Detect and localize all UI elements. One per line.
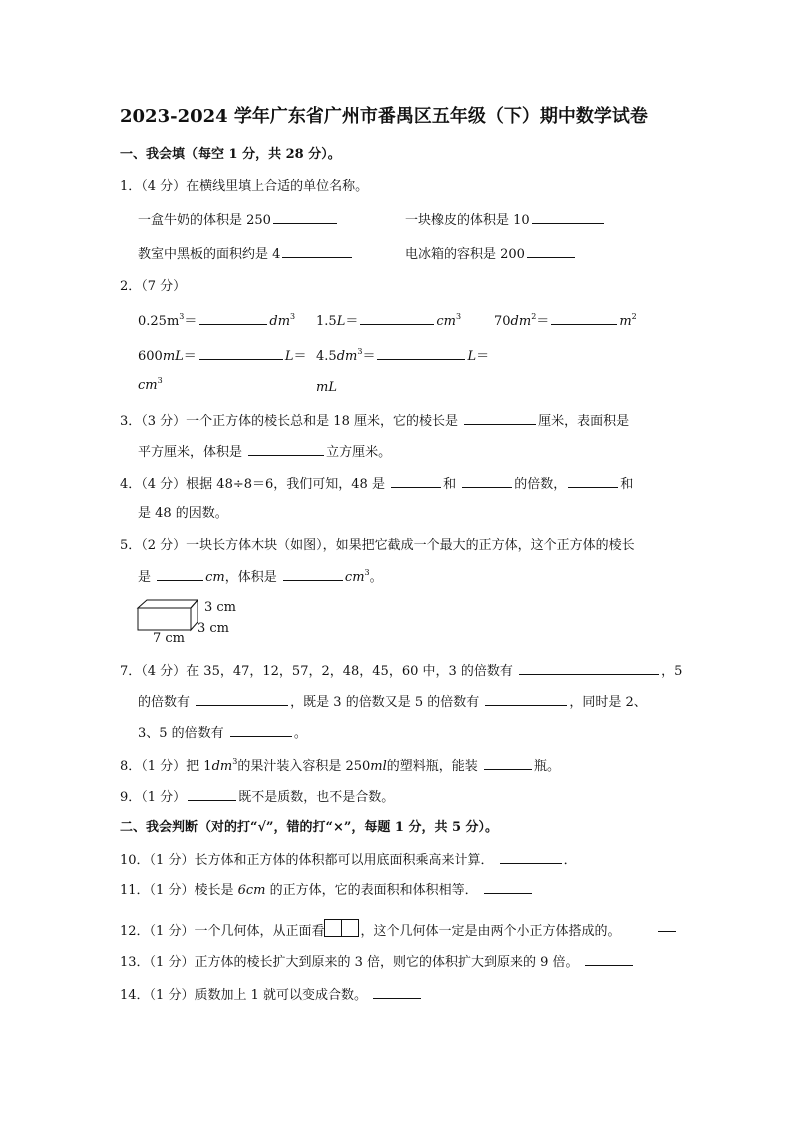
- question-13: [120, 953, 635, 971]
- question-2-row2-b: [316, 347, 489, 365]
- question-11: [120, 881, 534, 899]
- question-text: ，既是 3 的倍数又是 5 的倍数有: [290, 695, 480, 710]
- figure-label-length: 7 cm: [153, 631, 186, 646]
- question-text: 的倍数，: [514, 477, 567, 492]
- answer-blank[interactable]: [377, 347, 465, 360]
- answer-blank[interactable]: [360, 312, 434, 325]
- question-1d: [405, 245, 577, 263]
- equals-sign: ＝: [536, 314, 550, 329]
- question-text: ，体积是: [224, 570, 277, 585]
- question-text: 。: [293, 726, 307, 741]
- question-1c: [138, 245, 354, 263]
- conversion-value: 70: [494, 314, 511, 329]
- answer-blank[interactable]: [391, 475, 441, 488]
- question-text: 平方厘米，体积是: [138, 445, 243, 460]
- exponent: 3: [157, 376, 163, 385]
- question-text: 和: [443, 477, 457, 492]
- answer-blank[interactable]: [273, 211, 337, 224]
- figure-label-width: 3 cm: [197, 621, 230, 636]
- answer-blank[interactable]: [484, 757, 532, 770]
- question-5-line2: [138, 568, 383, 586]
- question-text: 3、5 的倍数有: [138, 726, 224, 741]
- question-1d-text: 电冰箱的容积是 200: [405, 247, 525, 262]
- question-5-line1: 5．（2 分）一块长方体木块（如图），如果把它截成一个最大的正方体，这个正方体的棱长: [120, 538, 635, 553]
- unit: dm: [211, 759, 233, 774]
- answer-blank[interactable]: [248, 443, 324, 456]
- question-text: 4．（4 分）根据 48÷8＝6，我们可知，48 是: [120, 477, 385, 492]
- answer-blank[interactable]: [282, 245, 352, 258]
- unit: mL: [316, 380, 337, 395]
- question-text: 瓶。: [533, 759, 560, 774]
- question-text: 。: [369, 570, 383, 585]
- answer-blank[interactable]: [500, 851, 562, 864]
- cuboid-figure: [136, 598, 198, 632]
- answer-blank[interactable]: [188, 788, 236, 801]
- question-text: 的果汁装入容积是 250: [237, 759, 371, 774]
- question-text: 和: [620, 477, 634, 492]
- question-text: ，这个几何体一定是由两个小正方体搭成的。: [360, 924, 621, 939]
- answer-blank[interactable]: [283, 568, 343, 581]
- unit: cm: [436, 314, 456, 329]
- conversion-value: 4.5: [316, 349, 337, 364]
- question-text: 的倍数有: [138, 695, 191, 710]
- question-7-line2: [138, 693, 647, 711]
- answer-blank[interactable]: [585, 953, 633, 966]
- answer-blank[interactable]: [658, 919, 676, 932]
- question-text: 7．（4 分）在 35，47，12，57，2，48，45，60 中，3 的倍数有: [120, 664, 513, 679]
- answer-blank[interactable]: [485, 693, 567, 706]
- equals-sign: ＝: [184, 314, 198, 329]
- unit: L: [284, 349, 294, 364]
- question-text: ，同时是 2、: [569, 695, 647, 710]
- unit: cm: [205, 570, 225, 585]
- answer-blank[interactable]: [196, 693, 288, 706]
- answer-blank[interactable]: [199, 347, 283, 360]
- question-text: 3．（3 分）一个正方体的棱长总和是 18 厘米，它的棱长是: [120, 414, 458, 429]
- conversion-value: 0.25m: [138, 314, 180, 329]
- question-12-blank: [656, 919, 678, 937]
- question-text: 13．（1 分）正方体的棱长扩大到原来的 3 倍，则它的体积扩大到原来的 9 倍。: [120, 955, 579, 970]
- unit: cm: [344, 570, 365, 585]
- page-title: 2023-2024 学年广东省广州市番禺区五年级（下）期中数学试卷: [120, 106, 648, 127]
- question-3-line1: [120, 412, 629, 430]
- question-text: 11．（1 分）棱长是: [120, 883, 234, 898]
- question-text: 12．（1 分）一个几何体，从正面看: [120, 924, 325, 939]
- question-2-row1-a: [138, 312, 295, 330]
- equals-sign: ＝: [293, 349, 307, 364]
- question-2-row1-c: [494, 312, 637, 330]
- exponent: 2: [631, 312, 637, 321]
- question-2-heading: 2．（7 分）: [120, 279, 187, 294]
- unit: L: [467, 349, 477, 364]
- exponent: 3: [364, 568, 370, 577]
- question-text: 8．（1 分）把 1: [120, 759, 212, 774]
- question-1c-text: 教室中黑板的面积约是 4: [138, 247, 281, 262]
- question-text: 厘米，表面积是: [538, 414, 630, 429]
- question-4-line2: 是 48 的因数。: [138, 506, 228, 521]
- question-1b: [405, 211, 606, 229]
- two-squares-front-view-icon: [324, 919, 360, 937]
- equals-sign: ＝: [183, 349, 197, 364]
- exponent: 2: [531, 312, 537, 321]
- question-3-line2: [138, 443, 391, 461]
- question-1a: [138, 211, 339, 229]
- question-14: [120, 986, 423, 1004]
- conversion-value: 1.5: [316, 314, 337, 329]
- answer-blank[interactable]: [464, 412, 536, 425]
- question-text: ．: [563, 853, 577, 868]
- answer-blank[interactable]: [568, 475, 618, 488]
- unit: ml: [370, 759, 387, 774]
- unit: mL: [162, 349, 184, 364]
- question-9: [120, 788, 394, 806]
- question-1a-text: 一盒牛奶的体积是 250: [138, 213, 271, 228]
- question-2-row2-a: [138, 347, 306, 365]
- question-text: 的塑料瓶，能装: [386, 759, 478, 774]
- answer-blank[interactable]: [230, 724, 292, 737]
- question-1-heading: 1．（4 分）在横线里填上合适的单位名称。: [120, 179, 369, 194]
- value-with-unit: 6cm: [237, 883, 266, 898]
- figure-label-height: 3 cm: [204, 600, 237, 615]
- conversion-value: 600: [138, 349, 163, 364]
- section-1-heading: 一、我会填（每空 1 分，共 28 分）。: [120, 147, 341, 162]
- unit: dm: [336, 349, 358, 364]
- answer-blank[interactable]: [527, 245, 575, 258]
- question-10: [120, 851, 577, 869]
- question-text: 9．（1 分）: [120, 790, 187, 805]
- answer-blank[interactable]: [199, 312, 267, 325]
- question-text: 10．（1 分）长方体和正方体的体积都可以用底面积乘高来计算．: [120, 853, 494, 868]
- exponent: 3: [232, 757, 238, 766]
- question-text: 既不是质数，也不是合数。: [238, 790, 395, 805]
- question-12: [120, 919, 620, 940]
- question-2-row1-b: [316, 312, 461, 330]
- question-1b-text: 一块橡皮的体积是 10: [405, 213, 530, 228]
- equals-sign: ＝: [362, 349, 376, 364]
- answer-blank[interactable]: [484, 881, 532, 894]
- unit: m: [619, 314, 632, 329]
- question-2-row3-a: [138, 378, 163, 394]
- answer-blank[interactable]: [373, 986, 421, 999]
- question-2-row3-b: [316, 380, 337, 396]
- answer-blank[interactable]: [551, 312, 617, 325]
- question-text: 的正方体，它的表面积和体积相等．: [269, 883, 478, 898]
- unit: dm: [510, 314, 532, 329]
- question-text: 14．（1 分）质数加上 1 就可以变成合数。: [120, 988, 367, 1003]
- exponent: 3: [357, 347, 363, 356]
- unit: cm: [138, 378, 158, 393]
- section-2-heading: 二、我会判断（对的打“√”，错的打“×”，每题 1 分，共 5 分）。: [120, 820, 499, 835]
- equals-sign: ＝: [345, 314, 359, 329]
- question-8: [120, 757, 560, 775]
- question-7-line3: [138, 724, 307, 742]
- question-7-line1: [120, 662, 682, 680]
- unit: L: [336, 314, 346, 329]
- question-text: 立方厘米。: [326, 445, 392, 460]
- answer-blank[interactable]: [519, 662, 659, 675]
- question-text: ，5: [661, 664, 683, 679]
- exponent: 3: [455, 312, 462, 321]
- equals-sign: ＝: [476, 349, 490, 364]
- unit: dm: [269, 314, 291, 329]
- question-text: 是: [138, 570, 152, 585]
- answer-blank[interactable]: [157, 568, 203, 581]
- exponent: 3: [179, 312, 185, 321]
- answer-blank[interactable]: [462, 475, 512, 488]
- exponent: 3: [290, 312, 296, 321]
- answer-blank[interactable]: [532, 211, 604, 224]
- question-4-line1: [120, 475, 633, 493]
